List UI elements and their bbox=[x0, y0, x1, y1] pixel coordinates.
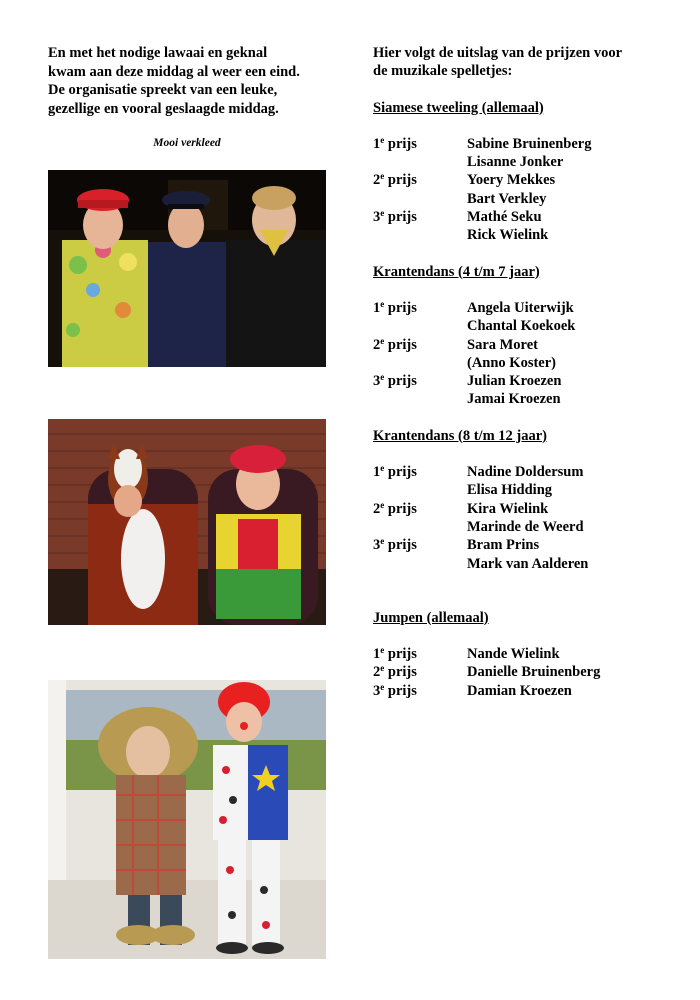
prize-winners bbox=[467, 336, 556, 373]
prize-place-suffix: e bbox=[380, 372, 385, 383]
winner-name: Rick Wielink bbox=[467, 227, 549, 244]
winner-name: Julian Kroezen bbox=[467, 373, 562, 390]
prize-row bbox=[373, 645, 673, 663]
prize-section bbox=[373, 263, 673, 409]
prize-place bbox=[373, 536, 467, 573]
prize-winners bbox=[467, 372, 561, 409]
prize-place-number: 2 bbox=[373, 664, 381, 681]
winner-name: Nande Wielink bbox=[467, 646, 560, 663]
prize-place-suffix: e bbox=[380, 681, 385, 692]
prize-row bbox=[373, 463, 673, 500]
prize-place-suffix: e bbox=[380, 536, 385, 547]
prize-place-word: prijs bbox=[387, 172, 417, 189]
prize-place-suffix: e bbox=[380, 645, 385, 656]
intro-line: De organisatie spreekt van een leuke, bbox=[48, 82, 278, 98]
prize-place-number: 1 bbox=[373, 135, 381, 152]
winner-name: Bart Verkley bbox=[467, 190, 547, 207]
prize-place-word: prijs bbox=[387, 336, 417, 353]
winner-name: Bram Prins bbox=[467, 537, 540, 554]
prize-place-number: 1 bbox=[373, 646, 381, 663]
prize-place-number: 3 bbox=[373, 209, 381, 226]
winner-name: Chantal Koekoek bbox=[467, 318, 576, 335]
section-title: Krantendans (8 t/m 12 jaar) bbox=[373, 427, 547, 444]
prize-place bbox=[373, 372, 467, 409]
prize-winners bbox=[467, 500, 584, 537]
winner-name: Mark van Aalderen bbox=[467, 555, 589, 572]
winner-name: Jamai Kroezen bbox=[467, 391, 561, 408]
prize-place bbox=[373, 463, 467, 500]
prize-row bbox=[373, 663, 673, 681]
prize-place-word: prijs bbox=[387, 646, 417, 663]
results-intro bbox=[373, 44, 673, 81]
prize-place-suffix: e bbox=[380, 499, 385, 510]
prize-winners bbox=[467, 171, 555, 208]
prize-place-word: prijs bbox=[387, 135, 417, 152]
section-title: Jumpen (allemaal) bbox=[373, 609, 489, 626]
winner-name: Damian Kroezen bbox=[467, 682, 572, 699]
prize-place-number: 3 bbox=[373, 373, 381, 390]
prize-place-number: 1 bbox=[373, 464, 381, 481]
prize-place-number: 1 bbox=[373, 299, 381, 316]
prize-place bbox=[373, 500, 467, 537]
prize-place-number: 2 bbox=[373, 172, 381, 189]
prize-results bbox=[373, 44, 673, 700]
prize-list bbox=[373, 135, 673, 245]
prize-row bbox=[373, 208, 673, 245]
prize-place-word: prijs bbox=[387, 664, 417, 681]
prize-row bbox=[373, 135, 673, 172]
prize-place-word: prijs bbox=[387, 500, 417, 517]
prize-place-word: prijs bbox=[387, 537, 417, 554]
prize-place-word: prijs bbox=[387, 299, 417, 316]
winner-name: Angela Uiterwijk bbox=[467, 299, 574, 316]
winner-name: Sabine Bruinenberg bbox=[467, 135, 592, 152]
intro-line: gezellige en vooral geslaagde middag. bbox=[48, 100, 279, 117]
prize-place-suffix: e bbox=[380, 663, 385, 674]
prize-place bbox=[373, 663, 467, 681]
prize-place-number: 2 bbox=[373, 336, 381, 353]
prize-place-number: 3 bbox=[373, 682, 381, 699]
prize-winners bbox=[467, 536, 588, 573]
winner-name: Lisanne Jonker bbox=[467, 154, 564, 171]
results-sections bbox=[373, 99, 673, 700]
prize-winners bbox=[467, 682, 572, 700]
results-intro-line: Hier volgt de uitslag van de prijzen voor bbox=[373, 45, 623, 61]
prize-row bbox=[373, 682, 673, 700]
prize-place-suffix: e bbox=[380, 298, 385, 309]
prize-place-suffix: e bbox=[380, 463, 385, 474]
winner-name: Yoery Mekkes bbox=[467, 172, 556, 189]
section-title: Siamese tweeling (allemaal) bbox=[373, 99, 544, 116]
winner-name: (Anno Koster) bbox=[467, 354, 557, 371]
prize-row bbox=[373, 500, 673, 537]
prize-winners bbox=[467, 299, 575, 336]
prize-row bbox=[373, 336, 673, 373]
prize-place-word: prijs bbox=[387, 373, 417, 390]
prize-row bbox=[373, 536, 673, 573]
prize-place-suffix: e bbox=[380, 134, 385, 145]
costume-photo-2 bbox=[48, 419, 326, 625]
prize-place bbox=[373, 299, 467, 336]
prize-winners bbox=[467, 135, 591, 172]
intro-line: kwam aan deze middag al weer een eind. bbox=[48, 63, 300, 80]
winner-name: Mathé Seku bbox=[467, 209, 542, 226]
prize-row bbox=[373, 299, 673, 336]
costume-photo-1 bbox=[48, 170, 326, 367]
prize-row bbox=[373, 372, 673, 409]
prize-place-word: prijs bbox=[387, 209, 417, 226]
prize-list bbox=[373, 645, 673, 700]
prize-list bbox=[373, 299, 673, 409]
prize-place-suffix: e bbox=[380, 208, 385, 219]
prize-place-number: 3 bbox=[373, 537, 381, 554]
prize-place-suffix: e bbox=[380, 171, 385, 182]
winner-name: Marinde de Weerd bbox=[467, 518, 584, 535]
winner-name: Nadine Doldersum bbox=[467, 464, 584, 481]
prize-section bbox=[373, 427, 673, 573]
prize-place bbox=[373, 682, 467, 700]
prize-section bbox=[373, 99, 673, 245]
prize-place-word: prijs bbox=[387, 682, 417, 699]
intro-line: En met het nodige lawaai en geknal bbox=[48, 45, 268, 61]
prize-place-word: prijs bbox=[387, 464, 417, 481]
prize-place-suffix: e bbox=[380, 335, 385, 346]
winner-name: Sara Moret bbox=[467, 336, 538, 353]
section-title: Krantendans (4 t/m 7 jaar) bbox=[373, 263, 540, 280]
costume-photo-3 bbox=[48, 680, 326, 959]
prize-place bbox=[373, 135, 467, 172]
prize-winners bbox=[467, 463, 583, 500]
prize-row bbox=[373, 171, 673, 208]
prize-section bbox=[373, 609, 673, 700]
prize-place-number: 2 bbox=[373, 500, 381, 517]
prize-place bbox=[373, 171, 467, 208]
prize-winners bbox=[467, 645, 560, 663]
winner-name: Kira Wielink bbox=[467, 500, 549, 517]
winner-name: Elisa Hidding bbox=[467, 482, 553, 499]
prize-list bbox=[373, 463, 673, 573]
photo-caption: Mooi verkleed bbox=[153, 137, 221, 149]
intro-paragraph bbox=[48, 44, 338, 118]
prize-place bbox=[373, 208, 467, 245]
prize-winners bbox=[467, 663, 600, 681]
winner-name: Danielle Bruinenberg bbox=[467, 664, 601, 681]
prize-place bbox=[373, 645, 467, 663]
prize-winners bbox=[467, 208, 548, 245]
results-intro-line: de muzikale spelletjes: bbox=[373, 63, 513, 80]
prize-place bbox=[373, 336, 467, 373]
